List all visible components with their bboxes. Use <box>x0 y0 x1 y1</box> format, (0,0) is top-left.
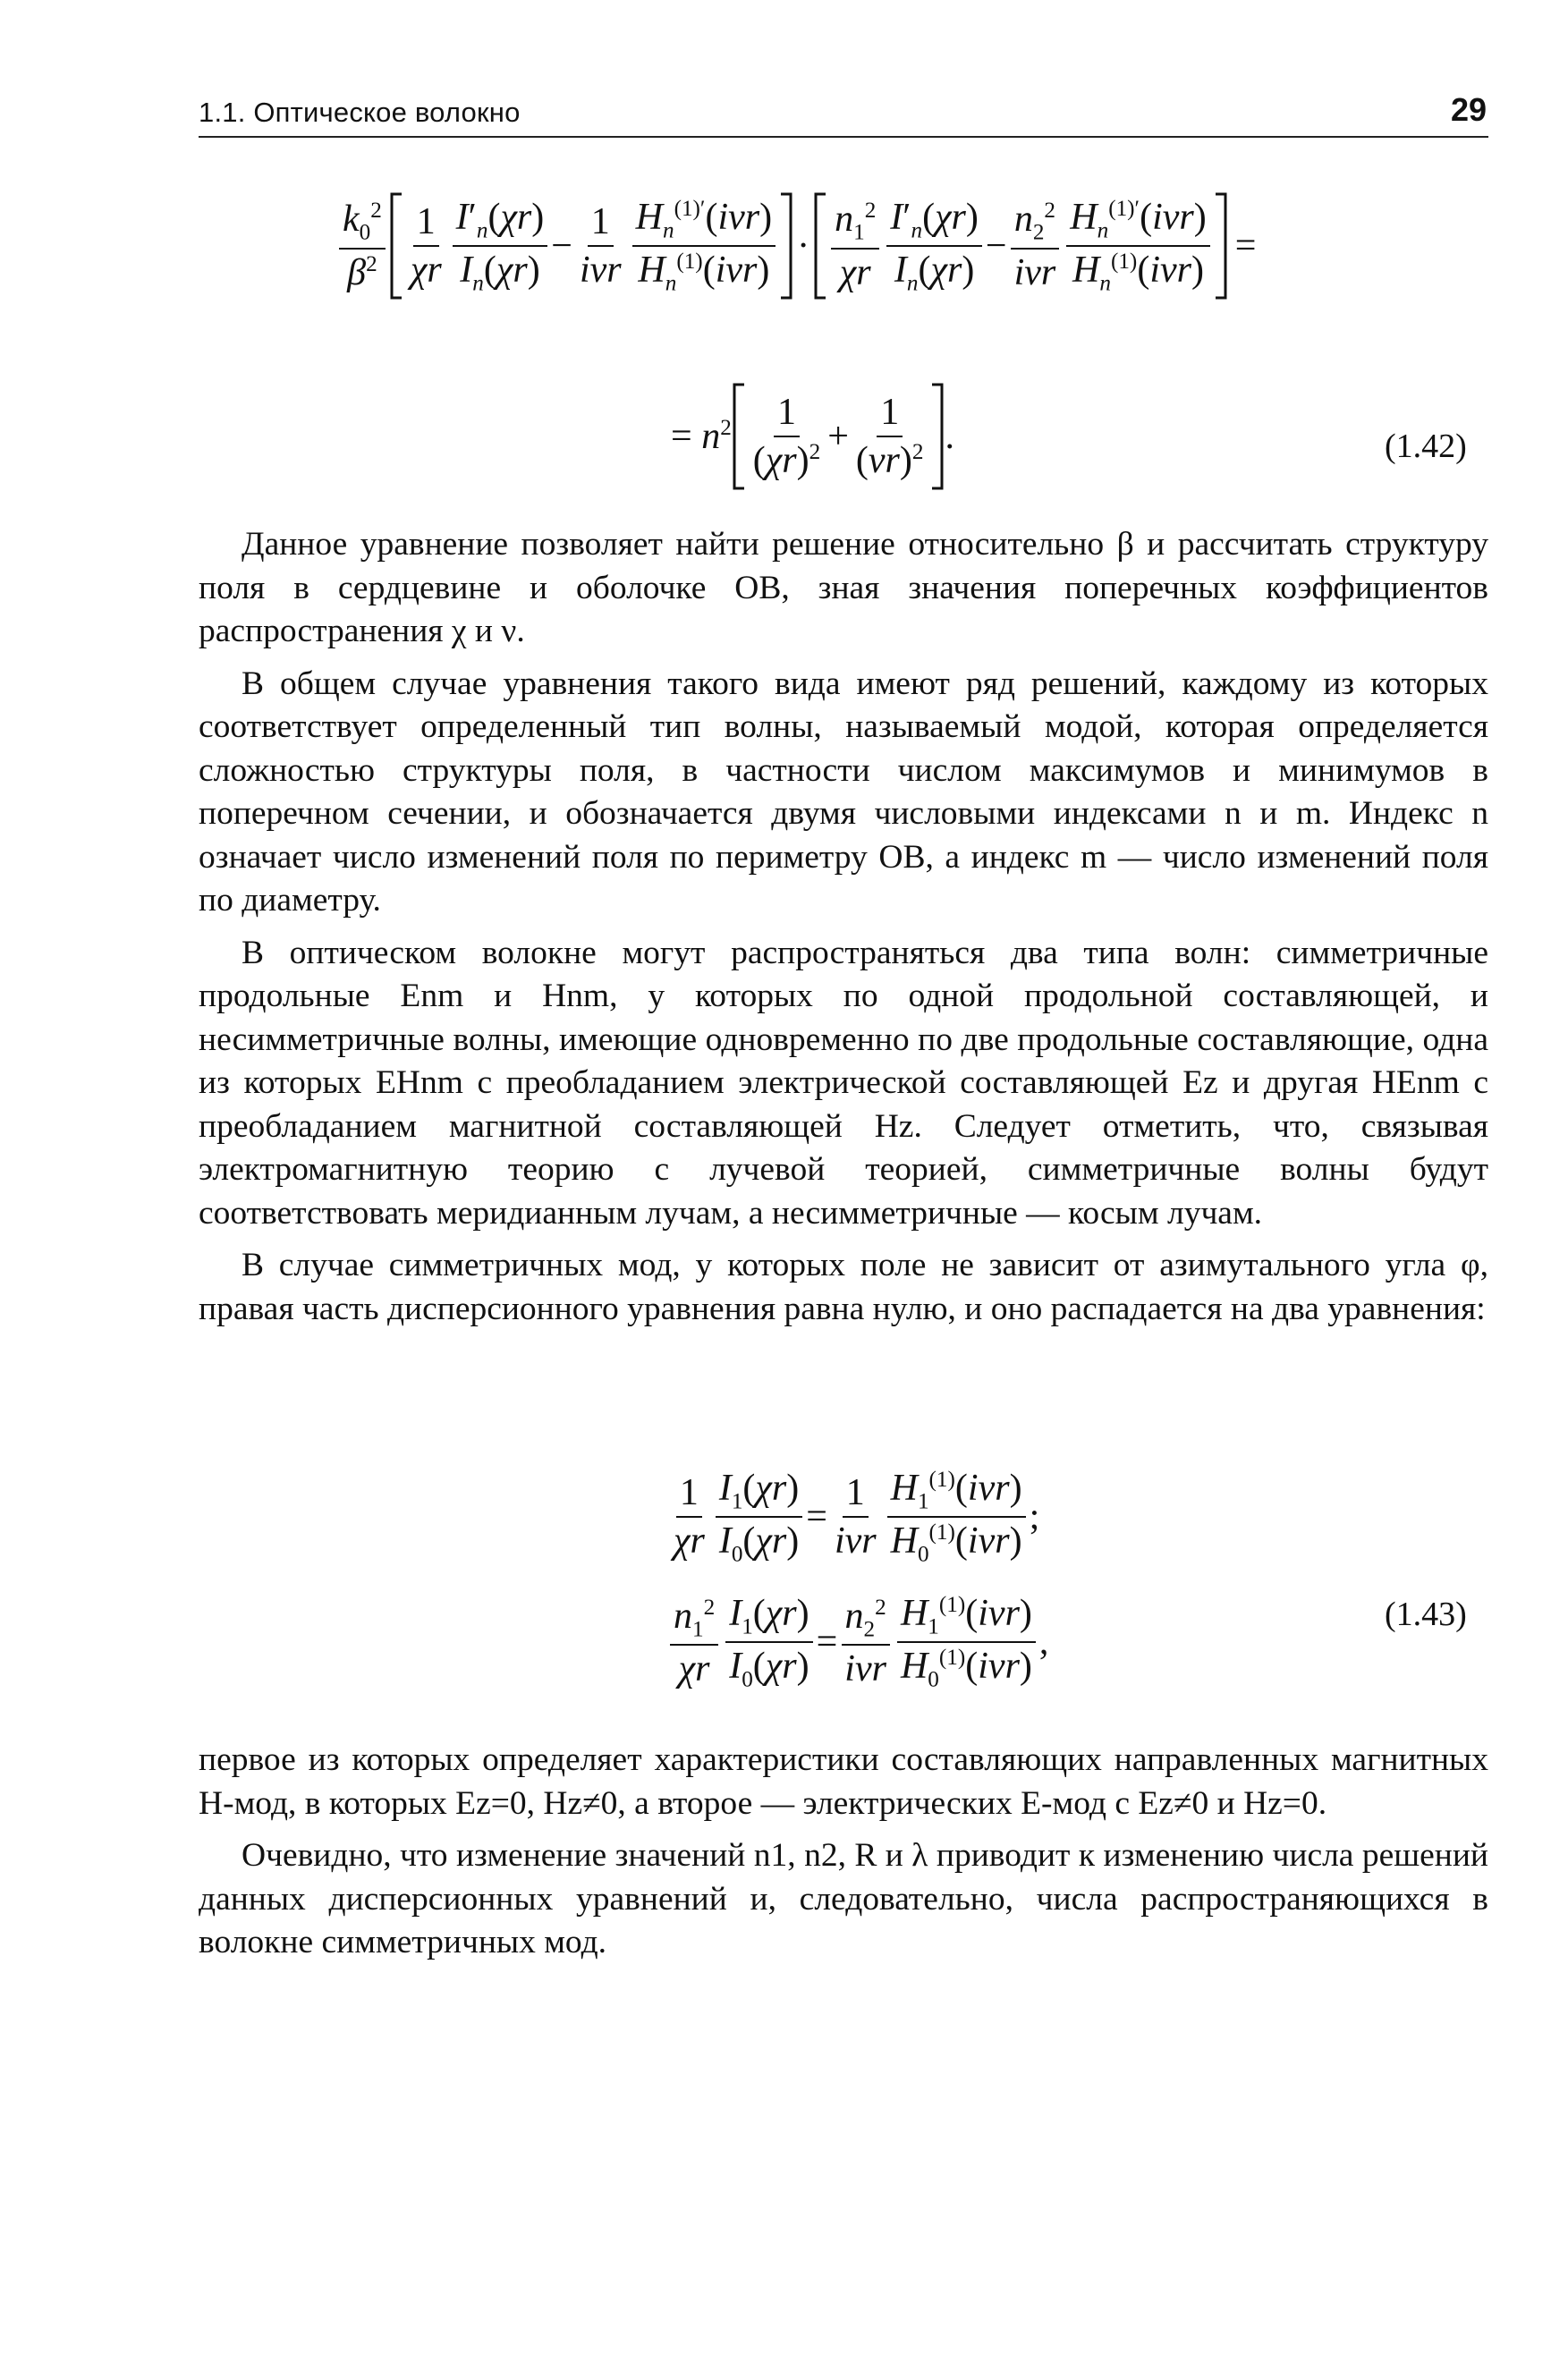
page-number: 29 <box>1450 91 1487 128</box>
running-head <box>199 89 1488 138</box>
paragraph: Очевидно, что изменение значений n1, n2, R и λ приводит к изменению числа решений данных дисперсионных уравнений и, следовательно, числа распространяющихся в волокне симметричных мод. <box>199 1837 1488 1960</box>
paragraph: Данное уравнение позволяет найти решение относительно β и рассчитать структуру поля в сердцевине и оболочке ОВ, зная значения поперечных коэффициентов распространения χ и ν. <box>199 526 1488 649</box>
equation-1-42-line1: $\frac{k_0^2}{\beta^2}$ $\frac{1}{\chi r}$ $\frac{I'_n(\chi r)}{I_n(\chi r)}$ − $\frac{1}{\text{iνr}}$ $\frac{H_n^{(1)'}(i\nu r)}{H_n^{(1)}(i\nu r)}$ · $\frac{n_1^2}{\chi r}$ $\frac{I'_n(\chi r)}{I_n(\chi r)}$ − $\frac{n_2^2}{\text{iνr}}$ $\frac{H_n^{(1)'}(i\nu r)}{H_n^{(1)}(i\nu r)}$ = <box>335 192 1256 300</box>
text-block-2 <box>199 1739 1488 1974</box>
paragraph: первое из которых определяет характеристики составляющих направленных магнитных H-мод, в которых Ez=0, Hz≠0, а второе — электрических E-мод с Ez≠0 и Hz=0. <box>199 1741 1488 1822</box>
chapter-title: 1.1. Оптическое волокно <box>199 97 521 128</box>
paragraph: В случае симметричных мод, у которых поле не зависит от азимутального угла φ, правая часть дисперсионного уравнения равна нулю, и оно распадается на два уравнения: <box>199 1247 1488 1327</box>
text-block-1 <box>199 523 1488 1340</box>
paragraph: В оптическом волокне могут распространяться два типа волн: симметричные продольные Enm и Hnm, у которых по одной продольной составляющей, и несимметричные волны, имеющие одновременно по две продольные составляющие, одна из которых EHnm с преобладанием электрической составляющей Ez и другая HEnm с преобладанием магнитной составляющей Hz. Следует отметить, что, связывая электромагнитную теорию с лучевой теорией, симметричные волны будут соответствовать меридианным лучам, а несимметричные — косым лучам. <box>199 934 1488 1232</box>
equation-1-42-line2: = $n^2$ $\frac{1}{(\chi r)^2}$ + $\frac{1}{(\nu r)^2}$ . <box>671 383 954 490</box>
equation-1-43-line2: $\frac{n_1^2}{\chi r}$ $\frac{I_1(\chi r)}{I_0(\chi r)}$ = $\frac{n_2^2}{\text{iνr}}$ $\frac{H_1^{(1)}(i\nu r)}{H_0^{(1)}(i\nu r)}$ , <box>666 1592 1048 1693</box>
equation-number-1-43: (1.43) <box>1385 1596 1467 1633</box>
paragraph: В общем случае уравнения такого вида имеют ряд решений, каждому из которых соответствует определенный тип волны, называемый модой, которая определяется сложностью структуры поля, в частности числом максимумов и минимумов в поперечном сечении, и обозначается двумя числовыми индексами n и m. Индекс n означает число изменений поля по периметру ОВ, а индекс m — число изменений поля по диаметру. <box>199 665 1488 919</box>
equation-1-43-line1: $\frac{1}{\chi r}$ $\frac{I_1(\chi r)}{I_0(\chi r)}$ = $\frac{1}{\text{iνr}}$ $\frac{H_1^{(1)}(i\nu r)}{H_0^{(1)}(i\nu r)}$ ; <box>674 1468 1040 1567</box>
equation-number-1-42: (1.42) <box>1385 428 1467 465</box>
